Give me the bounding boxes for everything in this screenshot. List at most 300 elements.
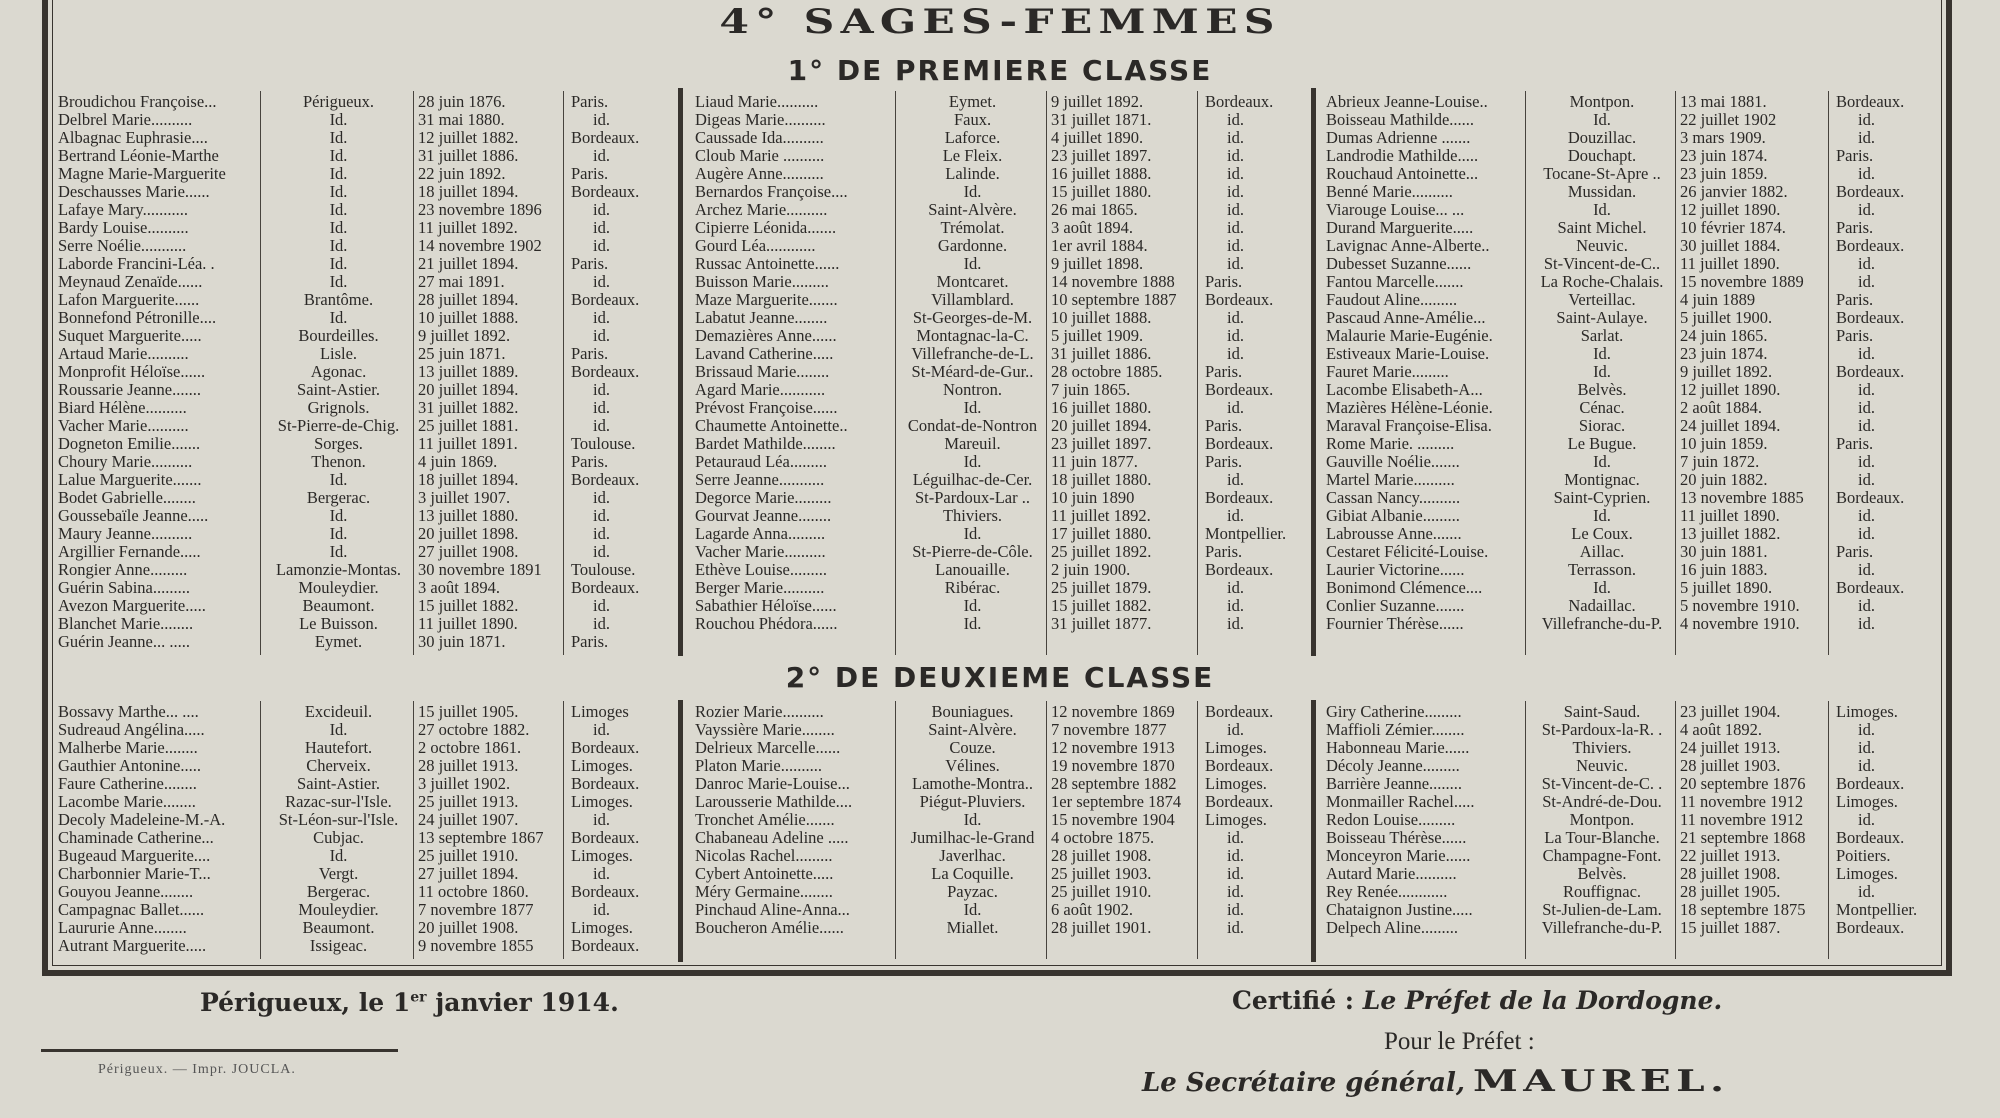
midwife-name: Sabathier Héloïse......	[695, 597, 837, 615]
birthplace: Montpon.	[1569, 811, 1635, 829]
midwife-name: Giry Catherine.........	[1326, 703, 1462, 721]
birthplace: Saint-Alvère.	[928, 201, 1017, 219]
table-row	[1326, 543, 1946, 561]
diploma-date: 12 novembre 1869	[1051, 703, 1175, 721]
birthplace: Agonac.	[310, 363, 367, 381]
school-city: Paris.	[571, 633, 609, 651]
diploma-date: 18 juillet 1894.	[418, 183, 519, 201]
table-row	[58, 255, 676, 273]
school-city: id.	[1858, 273, 1875, 291]
diploma-date: 25 juin 1871.	[418, 345, 506, 363]
table-row	[1326, 739, 1946, 757]
column-divider	[260, 91, 261, 655]
table-row	[695, 597, 1309, 615]
table-row	[58, 561, 676, 579]
birthplace: St-Pierre-de-Côle.	[912, 543, 1033, 561]
diploma-date: 12 novembre 1913	[1051, 739, 1175, 757]
school-city: Bordeaux.	[571, 775, 640, 793]
midwife-name: Sudreaud Angélina.....	[58, 721, 205, 739]
column-divider	[1525, 91, 1526, 655]
school-city: id.	[1858, 721, 1875, 739]
birthplace: St-Méard-de-Gur..	[911, 363, 1034, 381]
diploma-date: 3 mars 1909.	[1680, 129, 1766, 147]
school-city: id.	[1227, 111, 1244, 129]
school-city: id.	[593, 525, 610, 543]
table-row	[695, 561, 1309, 579]
diploma-date: 27 juillet 1908.	[418, 543, 519, 561]
printer-credit: Périgueux. — Impr. JOUCLA.	[98, 1062, 296, 1077]
diploma-date: 11 juin 1877.	[1051, 453, 1138, 471]
diploma-date: 15 juillet 1882.	[418, 597, 519, 615]
school-city: id.	[1227, 309, 1244, 327]
midwife-name: Malherbe Marie........	[58, 739, 198, 757]
table-row	[58, 417, 676, 435]
table-row	[1326, 327, 1946, 345]
school-city: Bordeaux.	[571, 291, 640, 309]
midwife-name: Chataignon Justine.....	[1326, 901, 1473, 919]
school-city: id.	[1227, 883, 1244, 901]
midwife-name: Gauthier Antonine.....	[58, 757, 201, 775]
diploma-date: 18 septembre 1875	[1680, 901, 1806, 919]
birthplace: Terrasson.	[1567, 561, 1637, 579]
midwife-name: Lalue Marguerite.......	[58, 471, 202, 489]
school-city: Limoges.	[1836, 793, 1898, 811]
midwife-name: Labrousse Anne.......	[1326, 525, 1462, 543]
second-class-heading: 2° DE DEUXIEME CLASSE	[785, 661, 1215, 694]
birthplace: Id.	[329, 111, 348, 129]
birthplace: Bergerac.	[306, 489, 371, 507]
school-city: Bordeaux.	[1205, 703, 1274, 721]
second-class-block-1	[58, 703, 676, 955]
midwife-name: Maury Jeanne..........	[58, 525, 193, 543]
birthplace: Eymet.	[314, 633, 363, 651]
midwife-name: Digeas Marie..........	[695, 111, 826, 129]
birthplace: Id.	[329, 847, 348, 865]
school-city: Bordeaux.	[1836, 309, 1905, 327]
school-city: id.	[1227, 865, 1244, 883]
school-city: Limoges.	[571, 757, 633, 775]
table-row	[58, 381, 676, 399]
birthplace: St-Pierre-de-Chig.	[277, 417, 400, 435]
diploma-date: 20 juin 1882.	[1680, 471, 1768, 489]
school-city: id.	[1227, 471, 1244, 489]
diploma-date: 27 juillet 1894.	[418, 865, 519, 883]
birthplace: Id.	[1593, 453, 1611, 471]
school-city: Paris.	[1836, 219, 1874, 237]
table-row	[1326, 489, 1946, 507]
school-city: Paris.	[1205, 363, 1243, 381]
midwife-name: Bodet Gabrielle........	[58, 489, 196, 507]
midwife-name: Rey Renée............	[1326, 883, 1448, 901]
diploma-date: 28 juillet 1894.	[418, 291, 519, 309]
midwife-name: Bonimond Clémence....	[1326, 579, 1483, 597]
midwife-name: Albagnac Euphrasie....	[58, 129, 208, 147]
table-row	[58, 345, 676, 363]
school-city: id.	[1227, 615, 1244, 633]
birthplace: Mareuil.	[944, 435, 1001, 453]
midwife-name: Choury Marie..........	[58, 453, 193, 471]
diploma-date: 3 juillet 1902.	[418, 775, 511, 793]
column-divider	[1675, 701, 1676, 959]
for-prefect: Pour le Préfet :	[1384, 1028, 1535, 1055]
diploma-date: 4 juin 1889	[1680, 291, 1756, 309]
diploma-date: 11 juillet 1890.	[1680, 255, 1780, 273]
diploma-date: 14 novembre 1888	[1051, 273, 1175, 291]
school-city: Limoges.	[571, 847, 633, 865]
diploma-date: 31 juillet 1871.	[1051, 111, 1152, 129]
table-row	[695, 435, 1309, 453]
diploma-date: 24 juin 1865.	[1680, 327, 1768, 345]
table-row	[1326, 525, 1946, 543]
table-row	[58, 327, 676, 345]
midwife-name: Lavand Catherine.....	[695, 345, 834, 363]
table-row	[1326, 721, 1946, 739]
school-city: id.	[593, 111, 610, 129]
midwife-name: Rongier Anne.........	[58, 561, 188, 579]
birthplace: Gardonne.	[937, 237, 1008, 255]
birthplace: Saint-Astier.	[297, 381, 380, 399]
midwife-name: Bardet Mathilde........	[695, 435, 836, 453]
diploma-date: 6 août 1902.	[1051, 901, 1134, 919]
diploma-date: 15 juillet 1882.	[1051, 597, 1152, 615]
column-divider	[563, 701, 564, 959]
midwife-name: Benné Marie..........	[1326, 183, 1453, 201]
midwife-name: Serre Jeanne...........	[695, 471, 825, 489]
diploma-date: 5 novembre 1910.	[1680, 597, 1800, 615]
diploma-date: 31 juillet 1886.	[418, 147, 519, 165]
diploma-date: 13 novembre 1885	[1680, 489, 1804, 507]
midwife-name: Bardy Louise..........	[58, 219, 189, 237]
table-row	[1326, 291, 1946, 309]
birthplace: Nadaillac.	[1568, 597, 1636, 615]
diploma-date: 2 octobre 1861.	[418, 739, 522, 757]
school-city: id.	[1227, 219, 1244, 237]
diploma-date: 28 septembre 1882	[1051, 775, 1177, 793]
diploma-date: 13 juillet 1880.	[418, 507, 519, 525]
school-city: id.	[1227, 507, 1244, 525]
midwife-name: Durand Marguerite.....	[1326, 219, 1474, 237]
school-city: Paris.	[571, 453, 609, 471]
midwife-name: Landrodie Mathilde.....	[1326, 147, 1479, 165]
diploma-date: 22 juillet 1902	[1680, 111, 1777, 129]
midwife-name: Brissaud Marie........	[695, 363, 830, 381]
birthplace: Le Bugue.	[1567, 435, 1637, 453]
diploma-date: 30 novembre 1891	[418, 561, 542, 579]
column-divider	[895, 701, 896, 959]
birthplace: Thenon.	[311, 453, 366, 471]
birthplace: Villefranche-de-L.	[911, 345, 1034, 363]
table-row	[695, 721, 1309, 739]
first-class-block-2	[695, 93, 1309, 633]
diploma-date: 11 novembre 1912	[1680, 793, 1804, 811]
table-row	[695, 453, 1309, 471]
midwife-name: Goussebaïle Jeanne.....	[58, 507, 209, 525]
midwife-name: Rome Marie. .........	[1326, 435, 1455, 453]
birthplace: Montignac.	[1564, 471, 1640, 489]
column-divider	[1828, 91, 1829, 655]
midwife-name: Bugeaud Marguerite....	[58, 847, 211, 865]
diploma-date: 26 janvier 1882.	[1680, 183, 1788, 201]
midwife-name: Platon Marie..........	[695, 757, 822, 775]
table-row	[695, 579, 1309, 597]
birthplace: Léguilhac-de-Cer.	[912, 471, 1033, 489]
table-row	[58, 739, 676, 757]
table-row	[695, 811, 1309, 829]
midwife-name: Cestaret Félicité-Louise.	[1326, 543, 1489, 561]
table-row	[1326, 147, 1946, 165]
school-city: Bordeaux.	[1836, 829, 1905, 847]
birthplace: Trémolat.	[940, 219, 1005, 237]
midwife-name: Rozier Marie..........	[695, 703, 824, 721]
school-city: Poitiers.	[1836, 847, 1891, 865]
diploma-date: 28 octobre 1885.	[1051, 363, 1163, 381]
diploma-date: 25 juillet 1910.	[1051, 883, 1152, 901]
midwife-name: Blanchet Marie........	[58, 615, 194, 633]
birthplace: St-Vincent-de-C..	[1543, 255, 1661, 273]
column-divider	[1675, 91, 1676, 655]
school-city: id.	[1858, 399, 1875, 417]
column-divider	[1046, 91, 1047, 655]
school-city: id.	[1858, 811, 1875, 829]
table-row	[58, 919, 676, 937]
diploma-date: 2 juin 1900.	[1051, 561, 1131, 579]
midwife-name: Pinchaud Aline-Anna...	[695, 901, 850, 919]
diploma-date: 31 juillet 1877.	[1051, 615, 1152, 633]
birthplace: Issigeac.	[309, 937, 368, 955]
school-city: Bordeaux.	[571, 883, 640, 901]
birthplace: Ribérac.	[944, 579, 1001, 597]
midwife-name: Liaud Marie..........	[695, 93, 819, 111]
diploma-date: 13 septembre 1867	[418, 829, 544, 847]
diploma-date: 24 juillet 1894.	[1680, 417, 1781, 435]
birthplace: Belvès.	[1577, 865, 1627, 883]
table-row	[695, 739, 1309, 757]
school-city: Paris.	[1836, 435, 1874, 453]
school-city: Paris.	[571, 345, 609, 363]
midwife-name: Malaurie Marie-Eugénie.	[1326, 327, 1493, 345]
column-divider	[1197, 701, 1198, 959]
diploma-date: 23 juillet 1904.	[1680, 703, 1781, 721]
diploma-date: 17 juillet 1880.	[1051, 525, 1152, 543]
table-row	[695, 363, 1309, 381]
midwife-name: Bernardos Françoise....	[695, 183, 848, 201]
school-city: id.	[1227, 919, 1244, 937]
school-city: Paris.	[571, 93, 609, 111]
birthplace: La Tour-Blanche.	[1544, 829, 1660, 847]
table-row	[1326, 901, 1946, 919]
midwife-name: Artaud Marie..........	[58, 345, 189, 363]
diploma-date: 10 juillet 1888.	[418, 309, 519, 327]
birthplace: Thiviers.	[942, 507, 1003, 525]
secretary-name: MAUREL.	[1472, 1064, 1730, 1099]
diploma-date: 7 juin 1872.	[1680, 453, 1760, 471]
certification: Certifié : Le Préfet de la Dordogne.	[1232, 986, 1723, 1015]
birthplace: Villefranche-du-P.	[1541, 615, 1663, 633]
diploma-date: 20 septembre 1876	[1680, 775, 1806, 793]
school-city: Toulouse.	[571, 435, 636, 453]
diploma-date: 4 août 1892.	[1680, 721, 1763, 739]
table-row	[1326, 309, 1946, 327]
table-row	[1326, 219, 1946, 237]
midwife-name: Delbrel Marie..........	[58, 111, 193, 129]
midwife-name: Boucheron Amélie......	[695, 919, 844, 937]
midwife-name: Gouyou Jeanne........	[58, 883, 194, 901]
diploma-date: 3 août 1894.	[418, 579, 501, 597]
first-class-heading: 1° DE PREMIERE CLASSE	[787, 54, 1213, 87]
birthplace: Id.	[329, 273, 348, 291]
diploma-date: 23 juin 1874.	[1680, 345, 1768, 363]
table-row	[58, 615, 676, 633]
school-city: id.	[1858, 345, 1875, 363]
place-and-date: Périgueux, le 1er janvier 1914.	[200, 988, 619, 1017]
midwife-name: Nicolas Rachel.........	[695, 847, 833, 865]
diploma-date: 25 juillet 1910.	[418, 847, 519, 865]
midwife-name: Autard Marie..........	[1326, 865, 1457, 883]
table-row	[695, 291, 1309, 309]
table-row	[1326, 183, 1946, 201]
table-row	[58, 775, 676, 793]
midwife-name: Agard Marie...........	[695, 381, 826, 399]
diploma-date: 18 juillet 1880.	[1051, 471, 1152, 489]
school-city: id.	[1227, 901, 1244, 919]
birthplace: Villamblard.	[931, 291, 1014, 309]
diploma-date: 28 juin 1876.	[418, 93, 506, 111]
birthplace: Aillac.	[1579, 543, 1625, 561]
birthplace: Montagnac-la-C.	[916, 327, 1029, 345]
table-row	[695, 273, 1309, 291]
table-row	[1326, 201, 1946, 219]
diploma-date: 11 octobre 1860.	[418, 883, 529, 901]
table-row	[695, 703, 1309, 721]
table-row	[58, 829, 676, 847]
block-separator	[678, 88, 683, 656]
diploma-date: 11 novembre 1912	[1680, 811, 1804, 829]
birthplace: Id.	[329, 201, 348, 219]
school-city: Bordeaux.	[571, 183, 640, 201]
birthplace: Excideuil.	[304, 703, 373, 721]
column-divider	[1046, 701, 1047, 959]
school-city: id.	[1858, 757, 1875, 775]
midwife-name: Mazières Hélène-Léonie.	[1326, 399, 1493, 417]
diploma-date: 24 juillet 1913.	[1680, 739, 1781, 757]
diploma-date: 21 juillet 1894.	[418, 255, 519, 273]
birthplace: Le Buisson.	[299, 615, 378, 633]
school-city: Bordeaux.	[571, 829, 640, 847]
midwife-name: Cloub Marie ..........	[695, 147, 825, 165]
midwife-name: Broudichou Françoise...	[58, 93, 217, 111]
table-row	[1326, 829, 1946, 847]
school-city: Toulouse.	[571, 561, 636, 579]
school-city: id.	[593, 489, 610, 507]
diploma-date: 4 juillet 1890.	[1051, 129, 1144, 147]
school-city: Paris.	[1205, 273, 1243, 291]
birthplace: St-Pardoux-la-R. .	[1541, 721, 1663, 739]
second-class-block-2	[695, 703, 1309, 937]
diploma-date: 27 mai 1891.	[418, 273, 505, 291]
school-city: id.	[1858, 739, 1875, 757]
midwife-name: Décoly Jeanne.........	[1326, 757, 1460, 775]
birthplace: Thiviers.	[1572, 739, 1632, 757]
diploma-date: 23 juillet 1897.	[1051, 147, 1152, 165]
birthplace: Id.	[1593, 363, 1611, 381]
table-row	[58, 703, 676, 721]
midwife-name: Habonneau Marie......	[1326, 739, 1470, 757]
birthplace: Miallet.	[946, 919, 999, 937]
column-divider	[413, 91, 414, 655]
diploma-date: 1er septembre 1874	[1051, 793, 1182, 811]
midwife-name: Laurier Victorine......	[1326, 561, 1465, 579]
midwife-name: Petauraud Léa.........	[695, 453, 827, 471]
table-row	[695, 525, 1309, 543]
midwife-name: Deschausses Marie......	[58, 183, 210, 201]
diploma-date: 31 mai 1880.	[418, 111, 505, 129]
birthplace: Id.	[963, 525, 982, 543]
diploma-date: 15 juillet 1905.	[418, 703, 519, 721]
school-city: id.	[1227, 829, 1244, 847]
midwife-name: Lavignac Anne-Alberte..	[1326, 237, 1490, 255]
diploma-date: 31 juillet 1886.	[1051, 345, 1152, 363]
school-city: id.	[593, 381, 610, 399]
second-class-block-3	[1326, 703, 1946, 937]
table-row	[58, 579, 676, 597]
school-city: id.	[593, 901, 610, 919]
diploma-date: 16 juillet 1880.	[1051, 399, 1152, 417]
school-city: Bordeaux.	[1836, 183, 1905, 201]
birthplace: Lamonzie-Montas.	[275, 561, 402, 579]
school-city: id.	[1227, 183, 1244, 201]
midwife-name: Labatut Jeanne........	[695, 309, 828, 327]
birthplace: Le Fleix.	[942, 147, 1003, 165]
table-row	[1326, 793, 1946, 811]
table-row	[58, 793, 676, 811]
table-row	[695, 309, 1309, 327]
midwife-name: Fournier Thérèse......	[1326, 615, 1464, 633]
diploma-date: 13 juillet 1882.	[1680, 525, 1781, 543]
table-row	[695, 775, 1309, 793]
diploma-date: 10 février 1874.	[1680, 219, 1786, 237]
table-row	[1326, 417, 1946, 435]
school-city: id.	[1227, 721, 1244, 739]
school-city: Paris.	[571, 255, 609, 273]
midwife-name: Guérin Jeanne... .....	[58, 633, 190, 651]
table-row	[1326, 273, 1946, 291]
diploma-date: 15 novembre 1904	[1051, 811, 1175, 829]
table-row	[1326, 255, 1946, 273]
school-city: id.	[1227, 255, 1244, 273]
school-city: Bordeaux.	[571, 129, 640, 147]
school-city: id.	[593, 811, 610, 829]
table-row	[58, 453, 676, 471]
birthplace: Id.	[329, 507, 348, 525]
school-city: id.	[1858, 525, 1875, 543]
diploma-date: 23 juillet 1897.	[1051, 435, 1152, 453]
diploma-date: 11 juillet 1892.	[1051, 507, 1151, 525]
birthplace: Cénac.	[1579, 399, 1625, 417]
school-city: id.	[593, 201, 610, 219]
diploma-date: 20 juillet 1894.	[418, 381, 519, 399]
midwife-name: Chaumette Antoinette..	[695, 417, 848, 435]
block-separator	[1311, 88, 1316, 656]
table-row	[695, 93, 1309, 111]
birthplace: Condat-de-Nontron	[907, 417, 1038, 435]
midwife-name: Vayssière Marie........	[695, 721, 835, 739]
midwife-name: Maraval Françoise-Elisa.	[1326, 417, 1492, 435]
birthplace: Id.	[963, 453, 982, 471]
table-row	[58, 183, 676, 201]
diploma-date: 28 juillet 1905.	[1680, 883, 1781, 901]
midwife-name: Barrière Jeanne........	[1326, 775, 1463, 793]
midwife-name: Boisseau Mathilde......	[1326, 111, 1475, 129]
